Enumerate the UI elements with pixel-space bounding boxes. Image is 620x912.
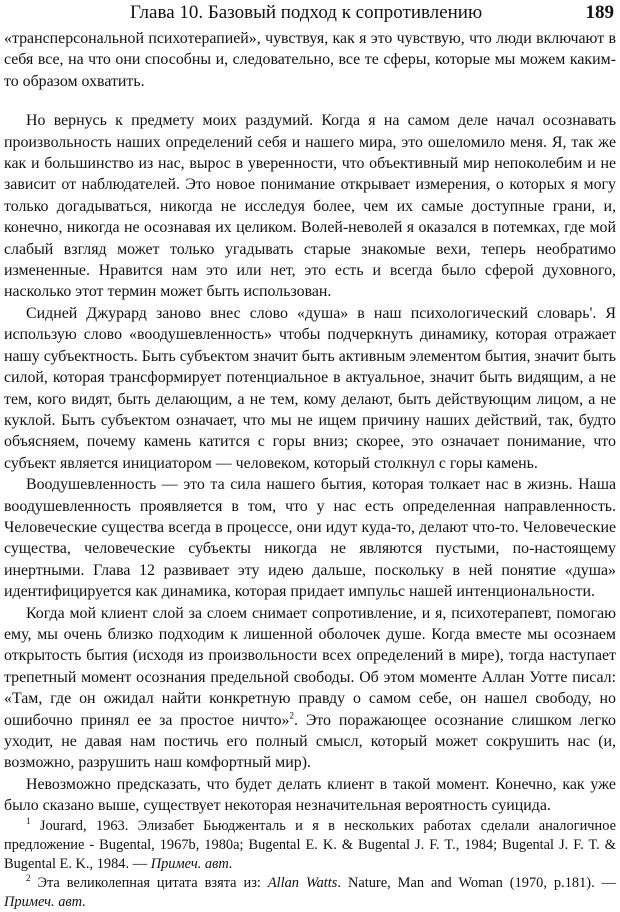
footnote-ref: 2 xyxy=(289,710,294,721)
paragraph: «трансперсональной психотерапией», чувствуя, как я это чувствую, что люди включают в себя все, на что они способны и, следовательно, все те сферы, которые мы можем каким-то образом охватить. xyxy=(4,30,616,90)
chapter-title: Глава 10. Базовый подход к сопротивлению xyxy=(130,2,483,23)
paragraph: Но вернусь к предмету моих раздумий. Когда я на самом деле начал осознавать произвольность наших определений себя и нашего мира, это ошеломило меня. Я, так же как и большинство из нас, вырос в уверенности, что объективный мир непоколебим и не зависит от наблюдателей. Это новое понимание открывает измерения, о которых я могу только догадываться, никогда не исследуя более, чем их самые доступные грани, и, конечно, никогда не осознавая их целиком. Волей-неволей я оказался в потемках, где мой слабый взгляд может только угадывать старые знакомые вехи, теперь необратимо измененные. Нравится нам это или нет, это есть и всегда было сферой духовного, насколько этот термин может быть использован. xyxy=(4,112,616,301)
footnote-text: . Nature, Man and Woman (1970, p.181). — xyxy=(337,875,617,891)
footnote xyxy=(4,874,616,912)
footnote-text: Jourard, 1963. Элизабет Бьюдженталь и я в нескольких работах сделали аналогичное предложение - Bugental, 1967b, 1980a; Bugental E. K. & Bugental J. F. T., 1984; Bugental J. F. T. & Bugental E. K., 1984. — xyxy=(4,818,616,872)
paragraph: Сидней Джурард заново внес слово «душа» в наш психологический словарь'. Я использую слово «воодушевленность» чтобы подчеркнуть динамику, которая отражает нашу субъектность. Быть субъектом значит быть активным элементом бытия, значит быть силой, которая трансформирует потенциальное в актуальное, значит быть видящим, а не тем, кого видят, быть делающим, а не тем, кому делают, быть действующим лицом, а не куклой. Быть субъектом означает, что мы не ищем причину наших действий, так, будто объясняем, почему камень катится с горы вниз; скорее, это означает понимание, что субъект является инициатором — человеком, который столкнул с горы камень. xyxy=(4,304,616,472)
footnote-marker: 1 xyxy=(26,816,31,827)
main-text xyxy=(4,28,616,817)
paragraph: Невозможно предсказать, что будет делать клиент в такой момент. Конечно, как уже было сказано выше, существует некоторая незначительная вероятность суицида. xyxy=(4,775,616,815)
running-header xyxy=(0,0,620,30)
footnote-note: Примеч. авт. xyxy=(4,894,86,910)
footnote-note: Примеч. авт. xyxy=(150,856,233,872)
footnote xyxy=(4,817,616,874)
footnotes xyxy=(4,817,616,912)
paragraph-text: . Это поражающее осознание слишком легко уходит, не давая нам постичь его полный смысл, который может сокрушить нас (и, возможно, разрушить наш комфортный мир). xyxy=(4,711,616,772)
page-number: 189 xyxy=(585,2,614,23)
footnote-text: Эта великолепная цитата взята из: xyxy=(37,875,268,891)
paragraph-text: Когда мой клиент слой за слоем снимает сопротивление, и я, психотерапевт, помогаю ему, мы очень близко подходим к лишенной оболочек душе. Когда вместе мы осознаем открытость бытия (исходя из произвольности всех определений в мире), тогда наступает трепетный момент осознания предельной свободы. Об этом моменте Аллан Уотте писал: «Там, где он ожидал найти конкретную правду о самом себе, он нашел свободу, но ошибочно принял ее за простое ничто» xyxy=(4,604,616,729)
paragraph xyxy=(4,603,616,774)
footnote-author: Allan Watts xyxy=(267,875,338,891)
paragraph: Воодушевленность — это та сила нашего бытия, которая толкает нас в жизнь. Наша воодушевленность проявляется в том, что у нас есть определенная направленность. Человеческие существа всегда в процессе, они идут куда-то, делают что-то. Человеческие существа, человеческие субъекты никогда не являются пустыми, по-настоящему инертными. Глава 12 развивает эту идею дальше, поскольку в ней понятие «душа» идентифицируется как динамика, которая придает импульс нашей интенциональности. xyxy=(4,476,616,601)
footnote-marker: 2 xyxy=(26,873,31,884)
